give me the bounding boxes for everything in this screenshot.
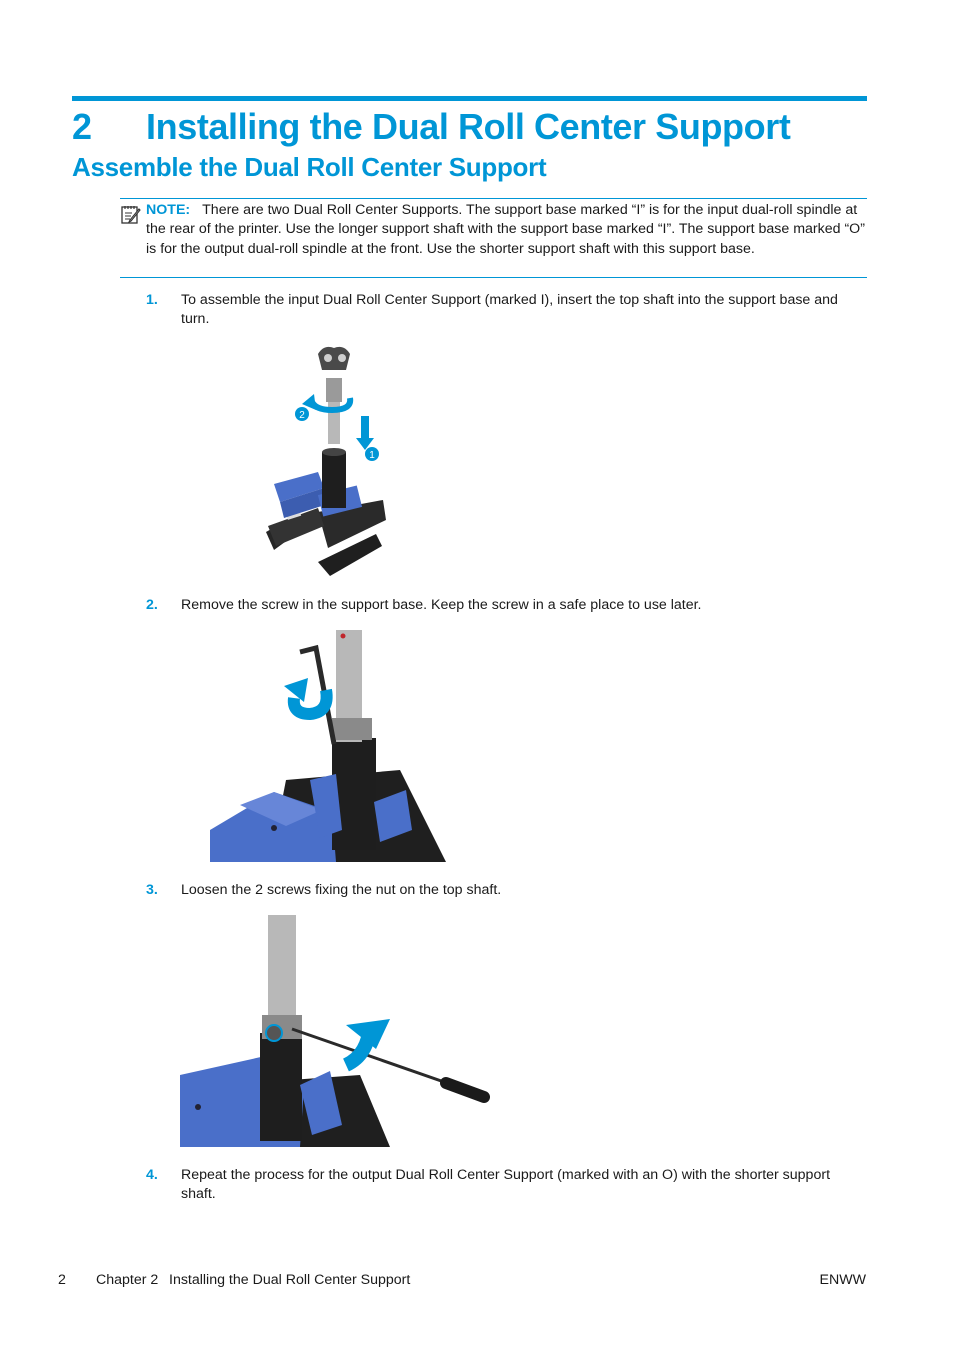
screw-hole — [271, 825, 277, 831]
note-box — [120, 198, 867, 278]
footer-right-label: ENWW — [819, 1272, 866, 1288]
note-label: NOTE: — [146, 202, 191, 218]
step-text: To assemble the input Dual Roll Center Support (marked I), insert the top shaft into the support base and turn. — [181, 292, 838, 328]
chapter-heading — [72, 106, 790, 148]
callout-1-label: 1 — [369, 450, 375, 461]
shaft-collar — [326, 378, 342, 402]
figure-assemble-shaft — [258, 340, 390, 580]
base-tube — [322, 452, 346, 508]
step-number: 1. — [146, 292, 158, 308]
chapter-title: Installing the Dual Roll Center Support — [146, 106, 791, 147]
note-body: There are two Dual Roll Center Supports. The support base marked “I” is for the input dual-roll spindle at the rear of the printer. Use the longer support shaft with the support base marked “I”. The support base marked “O” is for the output dual-roll spindle at the front. Use the shorter support shaft with this support base. — [146, 202, 865, 257]
screwdriver-handle — [446, 1083, 484, 1097]
chapter-rule — [72, 96, 867, 101]
step-text: Loosen the 2 screws fixing the nut on the top shaft. — [181, 882, 502, 898]
screw-highlight — [266, 1025, 282, 1041]
step-number: 3. — [146, 882, 158, 898]
note-icon — [120, 203, 142, 225]
base-tube — [332, 738, 376, 850]
base-tube — [260, 1033, 302, 1141]
top-shaft — [328, 400, 340, 444]
footer-chapter-title: Installing the Dual Roll Center Support — [169, 1272, 411, 1288]
note-text — [146, 201, 866, 259]
screw-hole — [195, 1104, 201, 1110]
step-text: Remove the screw in the support base. Keep the screw in a safe place to use later. — [181, 597, 702, 613]
shaft-marker — [341, 634, 346, 639]
figure-loosen-screws — [180, 915, 490, 1147]
chapter-number: 2 — [72, 106, 92, 147]
step-number: 4. — [146, 1167, 158, 1183]
step-text: Repeat the process for the output Dual Roll Center Support (marked with an O) with the shorter support shaft. — [181, 1167, 831, 1203]
base-tube-top — [322, 448, 346, 456]
section-title: Assemble the Dual Roll Center Support — [72, 152, 547, 182]
top-shaft — [268, 915, 296, 1023]
shaft-head-hole — [324, 354, 332, 362]
shaft-head-hole — [338, 354, 346, 362]
callout-2-label: 2 — [299, 410, 305, 421]
down-arrow-icon — [361, 416, 369, 440]
footer-chapter-label: Chapter 2 — [96, 1272, 159, 1288]
footer-page-number: 2 — [58, 1272, 66, 1288]
figure-remove-screw — [210, 630, 448, 862]
step-number: 2. — [146, 597, 158, 613]
shaft-collar — [332, 718, 372, 740]
